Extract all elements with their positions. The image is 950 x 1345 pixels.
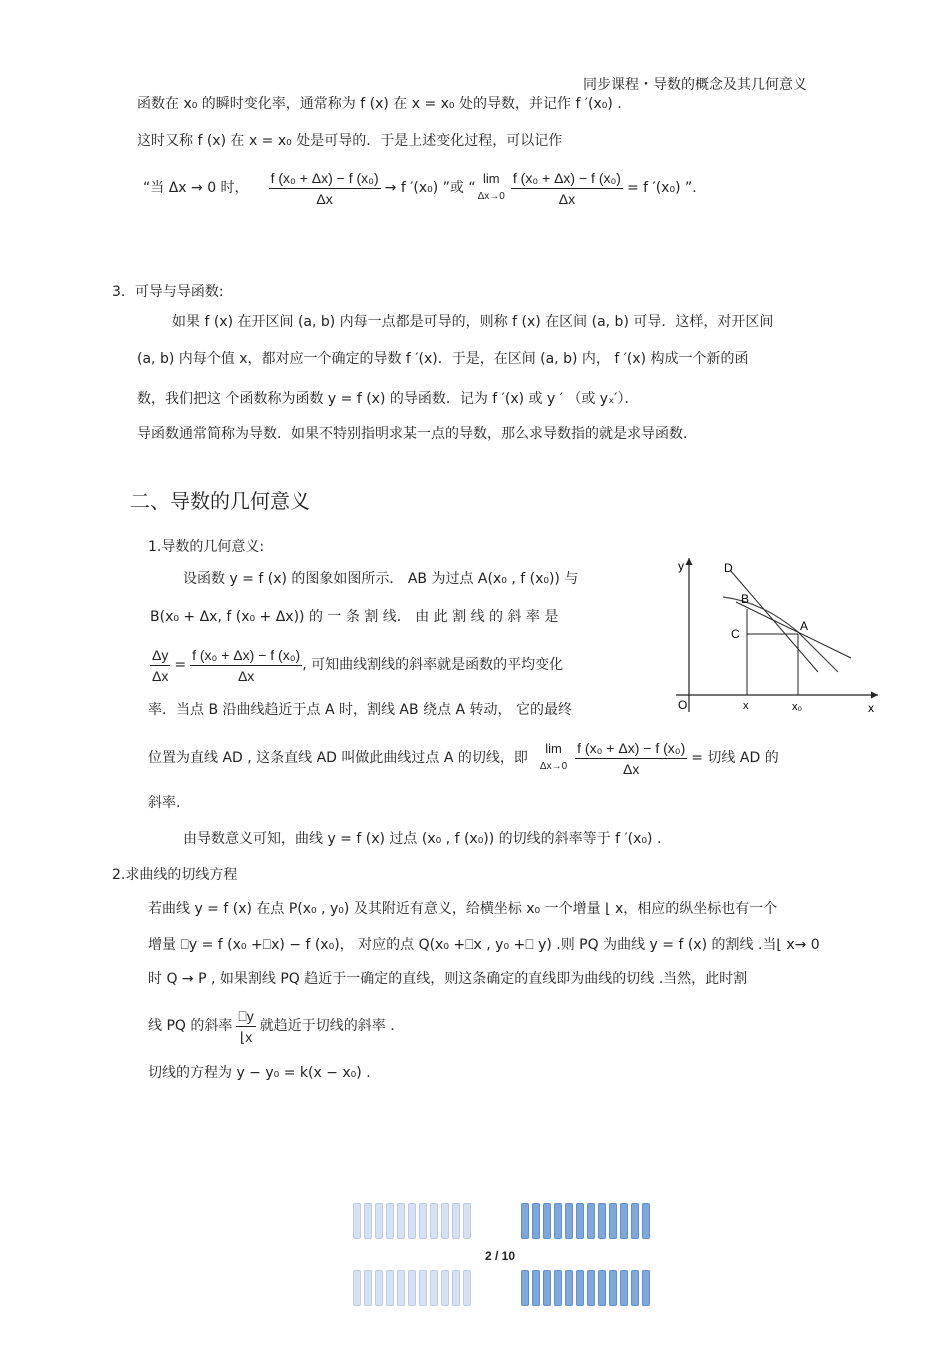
subsection-title: 1.导数的几何意义: bbox=[148, 539, 265, 555]
point-a-label: A bbox=[800, 619, 809, 633]
tick-x-label: x bbox=[743, 700, 749, 712]
decorative-bar-pattern bbox=[521, 1203, 653, 1243]
fraction-numerator: f (x₀ + Δx) − f (x₀) bbox=[511, 169, 623, 189]
secant-slope-formula bbox=[150, 643, 563, 687]
formula-text: 线 PQ 的斜率 bbox=[148, 1018, 233, 1034]
x-axis-label: x bbox=[868, 701, 874, 715]
formula-text: , 可知曲线割线的斜率就是函数的平均变化 bbox=[302, 657, 564, 673]
lim-subscript: Δx→0 bbox=[477, 191, 505, 202]
text-line: 斜率. bbox=[148, 795, 181, 811]
fraction-denominator: Δx bbox=[623, 760, 640, 777]
limit-symbol bbox=[540, 740, 567, 776]
difference-quotient bbox=[269, 169, 381, 208]
text-line: 函数在 x₀ 的瞬时变化率，通常称为 f (x) 在 x = x₀ 处的导数，并记作 f ′(x₀) . bbox=[137, 96, 622, 112]
formula-text: = 切线 AD 的 bbox=[691, 750, 779, 766]
fraction-numerator: f (x₀ + Δx) − f (x₀) bbox=[575, 739, 687, 759]
secant-slope-line bbox=[148, 1006, 395, 1046]
page-number: 2 / 10 bbox=[484, 1249, 516, 1263]
limit-formula bbox=[143, 168, 697, 208]
tangent-secant-figure bbox=[668, 552, 883, 722]
fraction-denominator: Δx bbox=[237, 667, 255, 684]
text-line: 这时又称 f (x) 在 x = x₀ 处是可导的．于是上述变化过程，可以记作 bbox=[137, 133, 563, 149]
tangent-limit-formula bbox=[148, 736, 779, 780]
formula-text: “当 Δx → 0 时， bbox=[143, 180, 249, 196]
difference-quotient bbox=[190, 646, 302, 685]
fraction-denominator: Δx bbox=[316, 190, 333, 207]
formula-text: 就趋近于切线的斜率 . bbox=[259, 1018, 395, 1034]
fraction-denominator: Δx bbox=[558, 190, 576, 207]
text-line: 设函数 y = f (x) 的图象如图所示． AB 为过点 A(x₀ , f (x₀)) 与 bbox=[183, 571, 579, 587]
fraction-denominator: ⌊x bbox=[239, 1028, 253, 1045]
origin-label: O bbox=[678, 698, 688, 712]
decorative-bar-pattern bbox=[353, 1270, 474, 1310]
decorative-bar-pattern bbox=[521, 1270, 653, 1310]
text-line: 率．当点 B 沿曲线趋近于点 A 时，割线 AB 绕点 A 转动， 它的最终 bbox=[148, 702, 572, 718]
section-heading: 二、导数的几何意义 bbox=[130, 489, 310, 513]
lim-text: lim bbox=[545, 741, 562, 756]
difference-quotient bbox=[511, 169, 623, 208]
formula-text: 位置为直线 AD , 这条直线 AD 叫做此曲线过点 A 的切线，即 bbox=[148, 750, 528, 766]
point-b-label: B bbox=[741, 592, 750, 606]
text-line: 导函数通常简称为导数．如果不特别指明求某一点的导数，那么求导数指的就是求导函数． bbox=[137, 426, 697, 442]
equals-sign: = bbox=[174, 657, 187, 673]
text-line: 若曲线 y = f (x) 在点 P(x₀ , y₀) 及其附近有意义，给横坐标 x₀ 一个增量 ⌊ x，相应的纵坐标也有一个 bbox=[148, 901, 778, 917]
difference-quotient bbox=[575, 739, 687, 778]
fraction-numerator: ⎕y bbox=[236, 1007, 255, 1027]
decorative-bar-pattern bbox=[353, 1203, 474, 1243]
text-line: 由导数意义可知，曲线 y = f (x) 过点 (x₀ , f (x₀)) 的切线的斜率等于 f ′(x₀) . bbox=[183, 831, 662, 847]
lim-text: lim bbox=[482, 171, 500, 186]
secant-line-ab bbox=[736, 602, 851, 658]
fraction-denominator: Δx bbox=[152, 667, 169, 684]
subsection-title: 2.求曲线的切线方程 bbox=[112, 867, 238, 883]
text-line: 数，我们把这 个函数称为函数 y = f (x) 的导函数．记为 f ′(x) 或 y ′ （或 yₓ′）． bbox=[137, 391, 639, 407]
tick-x0-label: x₀ bbox=[792, 701, 803, 713]
text-line: 增量 ⎕y = f (x₀ +⎕x) − f (x₀)， 对应的点 Q(x₀ +⎕x , y₀ +⎕ y) .则 PQ 为曲线 y = f (x) 的割线 .当⌊ x→ 0 bbox=[148, 937, 820, 953]
course-header: 同步课程・导数的概念及其几何意义 bbox=[583, 77, 807, 93]
formula-text: → f ′(x₀) ”或 “ bbox=[384, 180, 476, 196]
formula-text: = f ′(x₀) ”. bbox=[626, 180, 697, 196]
text-line: 如果 f (x) 在开区间 (a, b) 内每一点都是可导的，则称 f (x) 在区间 (a, b) 可导．这样，对开区间 bbox=[172, 314, 774, 330]
point-c-label: C bbox=[731, 627, 740, 641]
tangent-equation: 切线的方程为 y − y₀ = k(x − x₀) . bbox=[148, 1065, 371, 1081]
dy-dx-fraction bbox=[150, 646, 170, 685]
point-d-label: D bbox=[724, 561, 733, 575]
dy-dx-fraction bbox=[236, 1007, 255, 1046]
fraction-numerator: f (x₀ + Δx) − f (x₀) bbox=[190, 646, 302, 666]
fraction-numerator: f (x₀ + Δx) − f (x₀) bbox=[269, 169, 381, 189]
text-line: (a, b) 内每个值 x，都对应一个确定的导数 f ′(x)．于是，在区间 (a, b) 内， f ′(x) 构成一个新的函 bbox=[137, 351, 749, 367]
text-line: 时 Q → P , 如果割线 PQ 趋近于一确定的直线，则这条确定的直线即为曲线的切线 .当然，此时割 bbox=[148, 971, 748, 987]
limit-symbol bbox=[478, 170, 505, 206]
text-line: B(x₀ + Δx, f (x₀ + Δx)) 的 一 条 割 线． 由 此 割 线 的 斜 率 是 bbox=[150, 609, 559, 625]
section-title: 3．可导与导函数: bbox=[112, 284, 224, 300]
fraction-numerator: Δy bbox=[150, 646, 170, 666]
y-axis-label: y bbox=[678, 559, 684, 573]
lim-subscript: Δx→0 bbox=[539, 761, 568, 772]
